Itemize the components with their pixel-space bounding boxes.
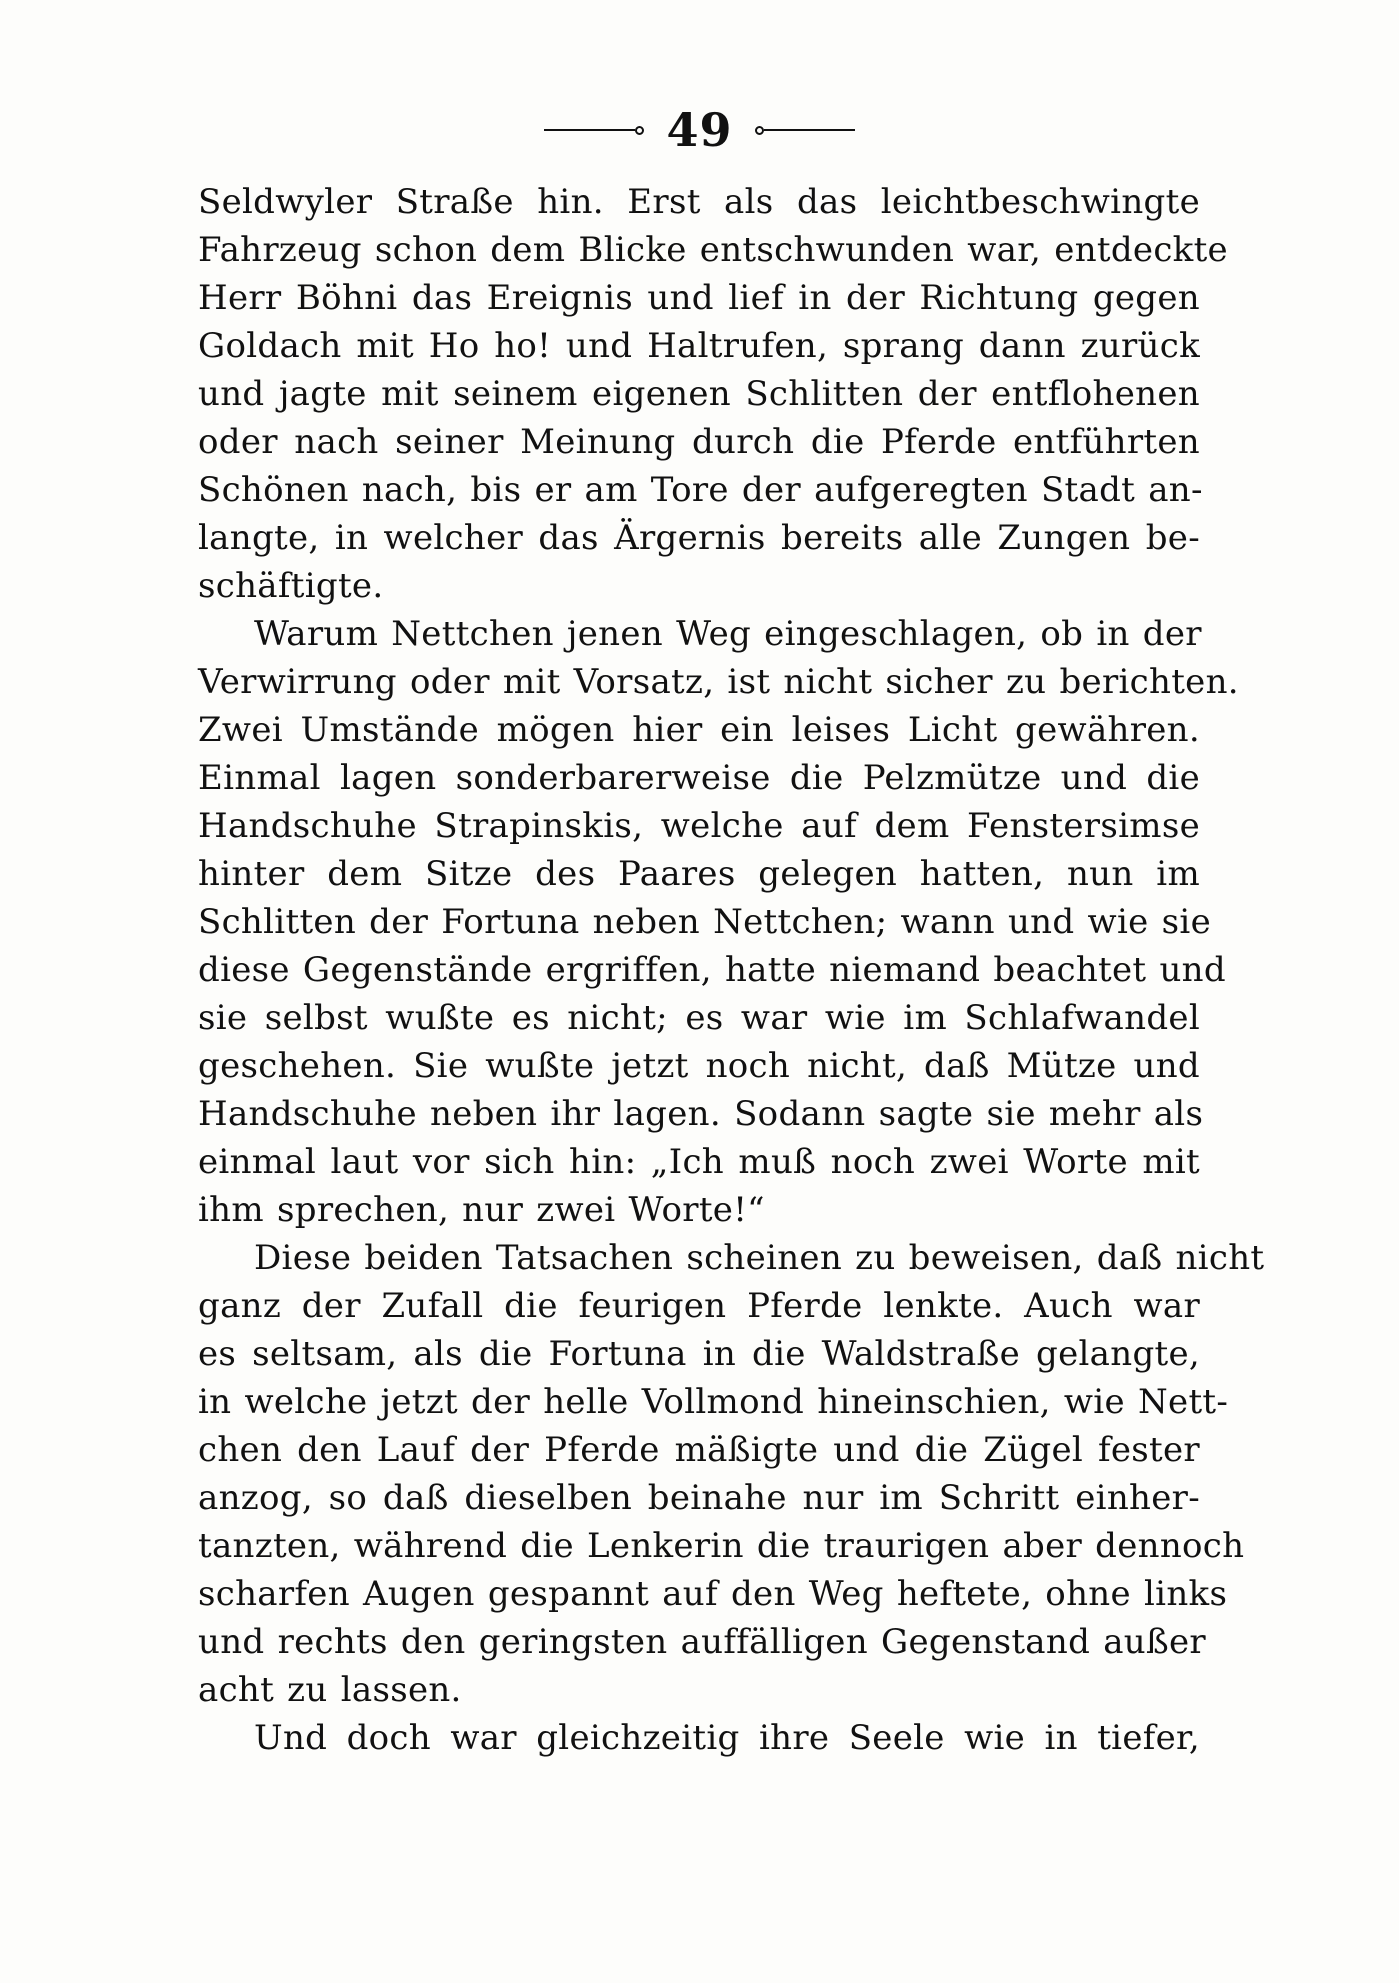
text-line: oder nach seiner Meinung durch die Pferde entführten <box>198 422 1200 462</box>
text-line: langte, in welcher das Ärgernis bereits alle Zungen be- <box>198 518 1200 558</box>
text-line: Schlitten der Fortuna neben Nettchen; wann und wie sie <box>198 902 1211 942</box>
text-line: es seltsam, als die Fortuna in die Waldstraße gelangte, <box>198 1334 1200 1374</box>
text-line: in welche jetzt der helle Vollmond hineinschien, wie Nett- <box>198 1382 1229 1422</box>
text-line: acht zu lassen. <box>198 1670 462 1710</box>
text-line: Verwirrung oder mit Vorsatz, ist nicht sicher zu berichten. <box>198 662 1239 702</box>
text-line: Fahrzeug schon dem Blicke entschwunden war, entdeckte <box>198 230 1228 270</box>
text-line: Zwei Umstände mögen hier ein leises Licht gewähren. <box>198 710 1200 750</box>
text-line: tanzten, während die Lenkerin die traurigen aber dennoch <box>198 1526 1245 1566</box>
body-text <box>198 178 1265 1762</box>
text-line: anzog, so daß dieselben beinahe nur im Schritt einher- <box>198 1478 1200 1518</box>
text-line: scharfen Augen gespannt auf den Weg heftete, ohne links <box>198 1574 1228 1614</box>
text-line: Schönen nach, bis er am Tore der aufgeregten Stadt an- <box>198 470 1203 510</box>
text-line: Und doch war gleichzeitig ihre Seele wie in tiefer, <box>254 1718 1200 1758</box>
text-line: Seldwyler Straße hin. Erst als das leichtbeschwingte <box>198 182 1200 222</box>
text-line: Einmal lagen sonderbarerweise die Pelzmütze und die <box>198 758 1200 798</box>
text-line: sie selbst wußte es nicht; es war wie im Schlafwandel <box>198 998 1200 1038</box>
text-line: geschehen. Sie wußte jetzt noch nicht, daß Mütze und <box>198 1046 1200 1086</box>
text-line: Goldach mit Ho ho! und Haltrufen, sprang dann zurück <box>198 326 1200 366</box>
text-line: ganz der Zufall die feurigen Pferde lenkte. Auch war <box>198 1286 1200 1326</box>
text-line: Diese beiden Tatsachen scheinen zu beweisen, daß nicht <box>254 1238 1265 1278</box>
text-line: hinter dem Sitze des Paares gelegen hatten, nun im <box>198 854 1200 894</box>
text-line: Warum Nettchen jenen Weg eingeschlagen, ob in der <box>254 614 1202 654</box>
text-line: diese Gegenstände ergriffen, hatte niemand beachtet und <box>198 950 1226 990</box>
text-line: Herr Böhni das Ereignis und lief in der Richtung gegen <box>198 278 1200 318</box>
text-line: und rechts den geringsten auffälligen Gegenstand außer <box>198 1622 1206 1662</box>
text-line: einmal laut vor sich hin: „Ich muß noch zwei Worte mit <box>198 1142 1200 1182</box>
page-number: 49 <box>666 103 733 157</box>
page-header <box>0 100 1399 160</box>
text-line: und jagte mit seinem eigenen Schlitten der entflohenen <box>198 374 1200 414</box>
text-line: Handschuhe Strapinskis, welche auf dem Fenstersimse <box>198 806 1200 846</box>
text-line: Handschuhe neben ihr lagen. Sodann sagte sie mehr als <box>198 1094 1204 1134</box>
left-ornament-icon <box>544 120 644 140</box>
text-line: schäftigte. <box>198 566 384 606</box>
text-line: ihm sprechen, nur zwei Worte!“ <box>198 1190 765 1230</box>
right-ornament-icon <box>755 120 855 140</box>
text-line: chen den Lauf der Pferde mäßigte und die Zügel fester <box>198 1430 1200 1470</box>
